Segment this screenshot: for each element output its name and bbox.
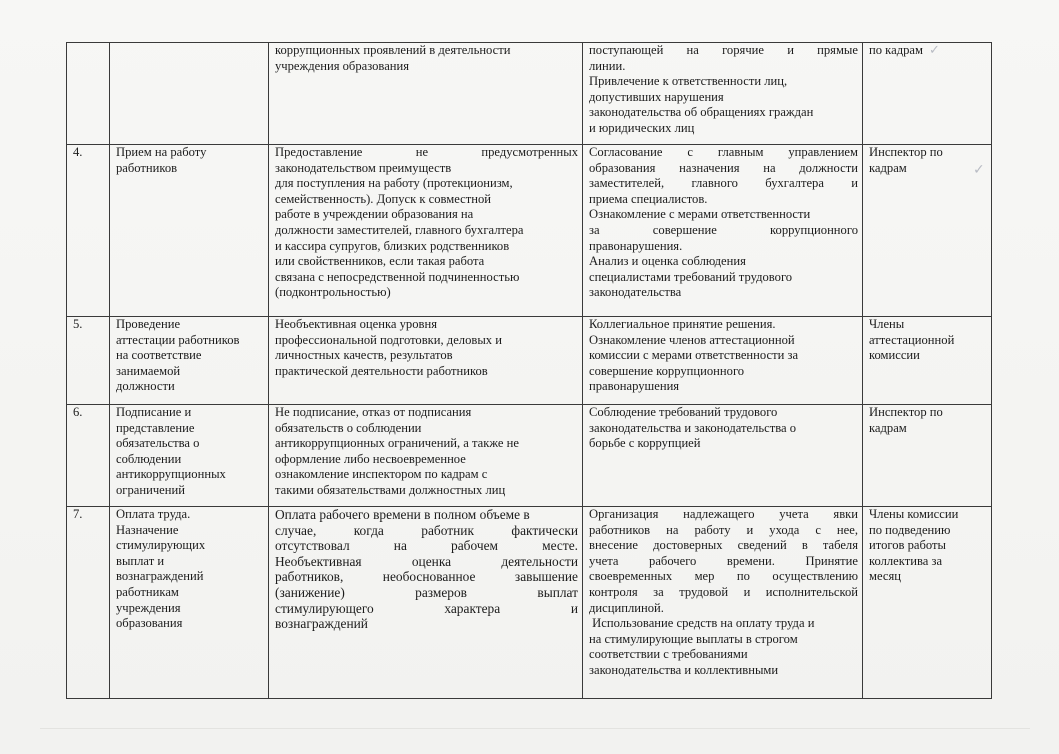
risk-line: Необъективная оценка деятельности xyxy=(275,553,578,569)
measures-line: Коллегиальное принятие решения. xyxy=(589,317,776,331)
measures-line: учета рабочего времени. Принятие xyxy=(589,553,858,568)
measures-line: Использование средств на оплату труда и xyxy=(589,616,815,631)
responsible-cell xyxy=(863,507,992,699)
measures-line: соответствии с требованиями xyxy=(589,647,748,662)
measures-line: и юридических лиц xyxy=(589,120,695,135)
risk-line: Предоставление не предусмотренных xyxy=(275,145,578,159)
risk-line: или свойственников, если такая работа xyxy=(275,254,485,269)
risk-line: Необъективная оценка уровня xyxy=(275,317,437,331)
risk-line: работе в учреждении образования на xyxy=(275,207,474,222)
row-number: 4. xyxy=(67,145,110,317)
row-number-cell xyxy=(67,43,110,145)
risk-line: (подконтрольностью) xyxy=(275,285,391,300)
process-line: работников xyxy=(116,160,178,175)
measures-cell xyxy=(583,405,863,507)
measures-line: законодательства и законодательства о xyxy=(589,420,797,435)
risk-line: оформление либо несвоевременное xyxy=(275,451,466,466)
responsible-cell xyxy=(863,317,992,405)
measures-line: комиссии с мерами ответственности за xyxy=(589,348,799,363)
measures-line: дисциплиной. xyxy=(589,600,664,615)
measures-line: на стимулирующие выплаты в строгом xyxy=(589,631,798,646)
table-row xyxy=(67,405,992,507)
table-row xyxy=(67,507,992,699)
measures-line: законодательства xyxy=(589,285,682,300)
table-row-continuation xyxy=(67,43,992,145)
risk-line: должности заместителей, главного бухгалтера xyxy=(275,222,524,237)
risk-cell xyxy=(269,145,583,317)
process-line: учреждения xyxy=(116,600,181,615)
risk-line: работников, необоснованное завышение xyxy=(275,569,578,585)
responsible-line: Инспектор по xyxy=(869,405,943,419)
responsible-line: коллектива за xyxy=(869,553,943,568)
process-line: аттестации работников xyxy=(116,332,240,347)
measures-line: заместителей, главного бухгалтера и xyxy=(589,176,858,191)
responsible-text: по кадрам xyxy=(869,43,923,57)
table-row xyxy=(67,145,992,317)
process-line: на соответствие xyxy=(116,348,202,363)
risk-line: законодательством преимуществ xyxy=(275,160,452,175)
risk-line: Не подписание, отказ от подписания xyxy=(275,405,472,419)
measures-line: совершение коррупционного xyxy=(589,363,745,378)
risk-line: вознаграждений xyxy=(275,616,368,632)
risk-line: учреждения образования xyxy=(275,58,410,73)
responsible-line: Члены xyxy=(869,317,905,331)
row-number: 6. xyxy=(67,405,110,507)
measures-line: законодательства и коллективными xyxy=(589,662,779,677)
responsible-line: по подведению xyxy=(869,522,951,537)
process-line: обязательства о xyxy=(116,436,200,451)
measures-line: Анализ и оценка соблюдения xyxy=(589,254,746,269)
responsible-line: кадрам xyxy=(869,160,907,175)
risk-cell xyxy=(269,317,583,405)
risk-cell xyxy=(269,43,583,145)
process-line: должности xyxy=(116,379,175,394)
measures-line: Ознакомление членов аттестационной xyxy=(589,332,795,347)
process-cell xyxy=(110,145,269,317)
risk-line: связана с непосредственной подчиненностью xyxy=(275,269,520,284)
risk-cell xyxy=(269,507,583,699)
risk-line: и кассира супругов, близких родственников xyxy=(275,238,510,253)
process-cell xyxy=(110,405,269,507)
process-cell xyxy=(110,317,269,405)
measures-line: поступающей на горячие и прямые xyxy=(589,43,858,57)
process-line: Проведение xyxy=(116,317,181,331)
process-line: вознаграждений xyxy=(116,569,204,584)
process-cell xyxy=(110,507,269,699)
responsible-line: месяц xyxy=(869,569,901,584)
process-line: ограничений xyxy=(116,482,185,497)
process-line: соблюдении xyxy=(116,451,182,466)
page-edge-shadow xyxy=(40,728,1030,729)
process-line: Оплата труда. xyxy=(116,507,191,521)
risk-line: практической деятельности работников xyxy=(275,363,488,378)
responsible-line: комиссии xyxy=(869,348,920,363)
risk-cell xyxy=(269,405,583,507)
risk-line: отсутствовал на рабочем месте. xyxy=(275,538,578,554)
measures-line: контроля за трудовой и исполнительской xyxy=(589,584,858,599)
measures-line: линии. xyxy=(589,58,626,73)
measures-line: работников на работу и ухода с нее, xyxy=(589,522,858,537)
process-line: Прием на работу xyxy=(116,145,207,159)
row-number: 5. xyxy=(67,317,110,405)
risk-line: ознакомление инспектором по кадрам с xyxy=(275,467,488,482)
measures-line: правонарушения. xyxy=(589,238,683,253)
check-mark-icon: ✓ xyxy=(973,162,985,178)
measures-line: Организация надлежащего учета явки xyxy=(589,507,858,521)
process-line: выплат и xyxy=(116,553,165,568)
risk-line: антикоррупционных ограничений, а также не xyxy=(275,436,519,451)
measures-line: за совершение коррупционного xyxy=(589,222,858,237)
measures-line: Соблюдение требований трудового xyxy=(589,405,778,419)
measures-line: образования назначения на должности xyxy=(589,160,858,175)
responsible-line: Инспектор по xyxy=(869,145,943,159)
risk-line: Оплата рабочего времени в полном объеме в xyxy=(275,507,530,522)
process-line: представление xyxy=(116,420,195,435)
risk-line: личностных качеств, результатов xyxy=(275,348,453,363)
responsible-line: Члены комиссии xyxy=(869,507,959,521)
risk-line: для поступления на работу (протекционизм, xyxy=(275,176,513,191)
measures-line: правонарушения xyxy=(589,379,680,394)
risk-line: обязательств о соблюдении xyxy=(275,420,422,435)
process-line: работникам xyxy=(116,584,179,599)
measures-line: Согласование с главным управлением xyxy=(589,145,858,159)
risk-line: (занижение) размеров выплат xyxy=(275,584,578,600)
measures-line: внесение достоверных сведений в табеля xyxy=(589,538,858,553)
responsible-cell xyxy=(863,405,992,507)
process-line: занимаемой xyxy=(116,363,181,378)
measures-line: законодательства об обращениях граждан xyxy=(589,105,814,120)
measures-line: борьбе с коррупцией xyxy=(589,436,701,451)
responsible-line: итогов работы xyxy=(869,538,947,553)
process-line: Подписание и xyxy=(116,405,192,419)
risk-line: такими обязательствами должностных лиц xyxy=(275,482,506,497)
process-line: образования xyxy=(116,616,183,631)
process-line: антикоррупционных xyxy=(116,467,226,482)
responsible-cell xyxy=(863,145,992,317)
process-line: Назначение xyxy=(116,522,179,537)
process-cell xyxy=(110,43,269,145)
risk-line: семейственность). Допуск к совместной xyxy=(275,191,492,206)
measures-cell xyxy=(583,145,863,317)
measures-cell xyxy=(583,43,863,145)
process-line: стимулирующих xyxy=(116,538,206,553)
measures-line: своевременных мер по осуществлению xyxy=(589,569,858,584)
risk-table xyxy=(66,42,992,699)
responsible-cell xyxy=(863,43,992,145)
measures-cell xyxy=(583,317,863,405)
table-row xyxy=(67,317,992,405)
responsible-line: кадрам xyxy=(869,420,907,435)
row-number: 7. xyxy=(67,507,110,699)
risk-line: стимулирующего характера и xyxy=(275,600,578,616)
measures-line: Привлечение к ответственности лиц, xyxy=(589,74,788,89)
measures-cell xyxy=(583,507,863,699)
measures-line: Ознакомление с мерами ответственности xyxy=(589,207,811,222)
responsible-line: аттестационной xyxy=(869,332,955,347)
risk-line: профессиональной подготовки, деловых и xyxy=(275,332,502,347)
measures-line: специалистами требований трудового xyxy=(589,269,793,284)
risk-line: случае, когда работник фактически xyxy=(275,522,578,538)
risk-line: коррупционных проявлений в деятельности xyxy=(275,43,511,57)
measures-line: допустивших нарушения xyxy=(589,89,724,104)
measures-line: приема специалистов. xyxy=(589,191,708,206)
check-mark-icon: ✓ xyxy=(928,43,940,58)
